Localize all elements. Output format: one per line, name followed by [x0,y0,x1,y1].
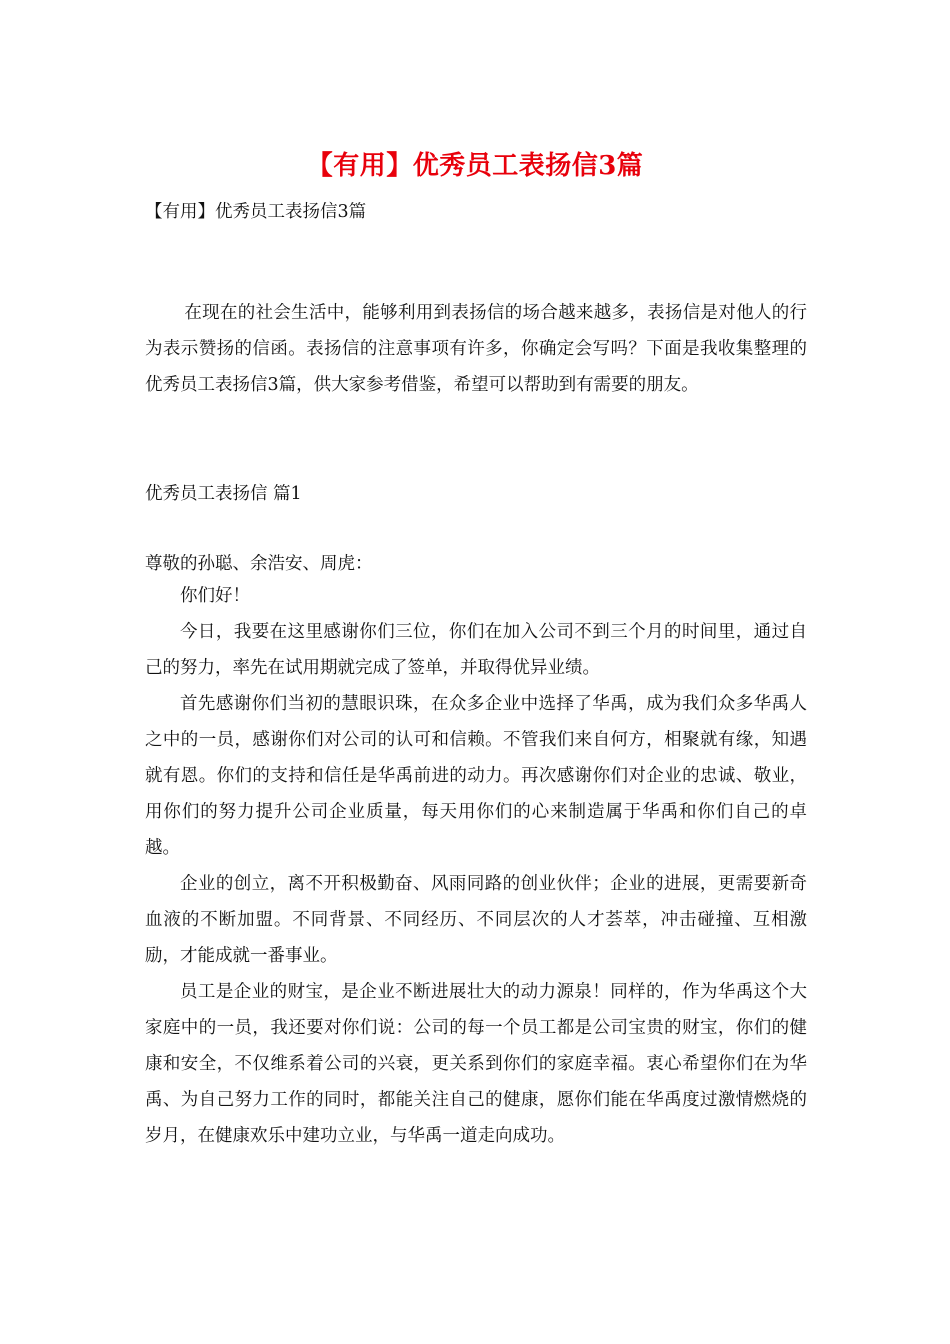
letter-paragraph: 企业的创立，离不开积极勤奋、风雨同路的创业伙伴；企业的进展，更需要新奇血液的不断加盟。不同背景、不同经历、不同层次的人才荟萃，冲击碰撞、互相激励，才能成就一番事业。 [145,874,807,966]
document-subtitle: 【有用】优秀员工表扬信3篇 [145,202,367,222]
intro-paragraph: 在现在的社会生活中，能够利用到表扬信的场合越来越多，表扬信是对他人的行为表示赞扬的信函。表扬信的注意事项有许多，你确定会写吗？下面是我收集整理的优秀员工表扬信3篇，供大家参考借鉴，希望可以帮助到有需要的朋友。 [145,303,807,395]
letter-paragraph: 今日，我要在这里感谢你们三位，你们在加入公司不到三个月的时间里，通过自己的努力，率先在试用期就完成了签单，并取得优异业绩。 [145,622,807,678]
section-heading: 优秀员工表扬信 篇1 [145,484,302,504]
letter-paragraph: 首先感谢你们当初的慧眼识珠，在众多企业中选择了华禹，成为我们众多华禹人之中的一员，感谢你们对公司的认可和信赖。不管我们来自何方，相聚就有缘，知遇就有恩。你们的支持和信任是华禹前进的动力。再次感谢你们对企业的忠诚、敬业，用你们的努力提升公司企业质量，每天用你们的心来制造属于华禹和你们自己的卓越。 [145,694,807,858]
letter-paragraph: 员工是企业的财宝，是企业不断进展壮大的动力源泉！同样的，作为华禹这个大家庭中的一员，我还要对你们说：公司的每一个员工都是公司宝贵的财宝，你们的健康和安全，不仅维系着公司的兴衰，更关系到你们的家庭幸福。衷心希望你们在为华禹、为自己努力工作的同时，都能关注自己的健康，愿你们能在华禹度过激情燃烧的岁月，在健康欢乐中建功立业，与华禹一道走向成功。 [145,982,807,1146]
letter-greeting: 你们好！ [180,586,250,606]
letter-salutation: 尊敬的孙聪、余浩安、周虎： [145,554,373,574]
document-title: 【有用】优秀员工表扬信3篇 [306,151,644,181]
